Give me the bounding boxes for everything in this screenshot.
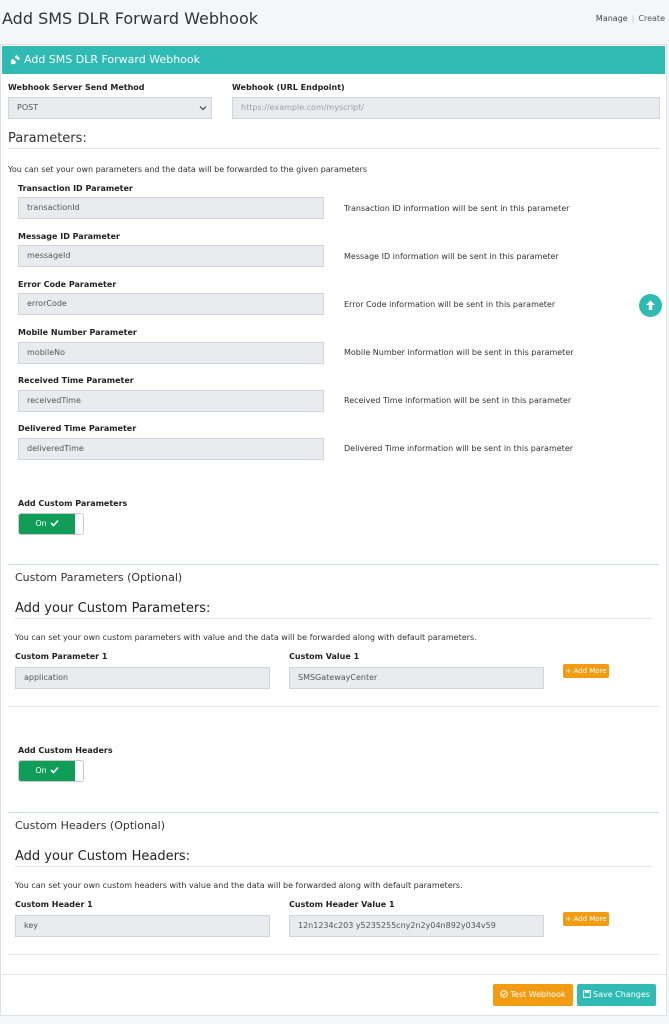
param-input-received-time[interactable]: receivedTime xyxy=(18,390,324,412)
endpoint-input[interactable]: https://example.com/myscript/ xyxy=(232,97,660,119)
param-help-mobile-number: Mobile Number information will be sent in this parameter xyxy=(344,348,574,357)
page-title: Add SMS DLR Forward Webhook xyxy=(2,9,258,28)
custom-header-value-input[interactable]: 12n1234c203 y5235255cny2n2y04n892y034v59 xyxy=(289,915,544,937)
breadcrumb-separator: | xyxy=(631,14,635,23)
custom-headers-heading: Add your Custom Headers: xyxy=(15,849,191,864)
toggle-on-state: On xyxy=(19,761,75,781)
divider xyxy=(8,564,659,565)
parameters-description: You can set your own parameters and the data will be forwarded to the given parameters xyxy=(8,165,368,174)
chevron-down-icon xyxy=(199,104,207,112)
method-value: POST xyxy=(17,103,39,112)
param-help-transaction-id: Transaction ID information will be sent in this parameter xyxy=(344,204,570,213)
divider xyxy=(2,974,666,975)
card-header xyxy=(2,46,665,74)
param-input-mobile-number[interactable]: mobileNo xyxy=(18,342,324,364)
breadcrumb-create: Create xyxy=(638,14,665,23)
param-help-delivered-time: Delivered Time information will be sent in this parameter xyxy=(344,444,574,453)
param-help-message-id: Message ID information will be sent in this parameter xyxy=(344,252,559,261)
param-input-error-code[interactable]: errorCode xyxy=(18,293,324,315)
arrow-up-icon xyxy=(639,294,662,317)
custom-value-label: Custom Value 1 xyxy=(289,652,360,661)
param-help-received-time: Received Time information will be sent in this parameter xyxy=(344,396,572,405)
save-icon xyxy=(583,990,591,998)
custom-params-section-title: Custom Parameters (Optional) xyxy=(15,571,183,584)
param-input-message-id[interactable]: messageId xyxy=(18,245,324,267)
divider xyxy=(8,954,659,955)
check-icon xyxy=(50,766,59,774)
endpoint-label: Webhook (URL Endpoint) xyxy=(232,83,345,92)
toggle-on-state: On xyxy=(19,514,75,534)
method-label: Webhook Server Send Method xyxy=(8,83,145,92)
custom-headers-description: You can set your own custom headers with value and the data will be forwarded along with default parameters. xyxy=(15,881,463,890)
custom-param-label: Custom Parameter 1 xyxy=(15,652,108,661)
param-label-error-code: Error Code Parameter xyxy=(18,280,117,289)
custom-headers-section-title: Custom Headers (Optional) xyxy=(15,819,166,832)
plus-icon: + xyxy=(565,915,572,923)
custom-value-input[interactable]: SMSGatewayCenter xyxy=(289,667,544,689)
param-help-error-code: Error Code information will be sent in this parameter xyxy=(344,300,556,309)
param-label-message-id: Message ID Parameter xyxy=(18,232,120,241)
divider xyxy=(15,866,653,867)
custom-params-toggle-label: Add Custom Parameters xyxy=(18,499,128,508)
scroll-to-top-button[interactable] xyxy=(639,294,662,317)
webhook-form-card xyxy=(0,44,667,1016)
add-more-headers-button[interactable]: + Add More xyxy=(563,912,609,926)
custom-param-input[interactable]: application xyxy=(15,667,270,689)
param-input-delivered-time[interactable]: deliveredTime xyxy=(18,438,324,460)
param-label-transaction-id: Transaction ID Parameter xyxy=(18,184,133,193)
custom-params-heading: Add your Custom Parameters: xyxy=(15,601,211,616)
parameters-heading: Parameters: xyxy=(8,131,87,146)
card-title: Add SMS DLR Forward Webhook xyxy=(24,53,200,66)
top-bar xyxy=(0,0,669,38)
divider xyxy=(8,706,659,707)
param-input-transaction-id[interactable]: transactionId xyxy=(18,197,324,219)
method-select[interactable] xyxy=(8,97,212,119)
plug-icon xyxy=(10,54,21,65)
custom-headers-toggle[interactable] xyxy=(18,760,84,782)
divider xyxy=(15,618,653,619)
plus-icon: + xyxy=(565,667,572,675)
add-more-params-button[interactable]: + Add More xyxy=(563,664,609,678)
custom-params-description: You can set your own custom parameters with value and the data will be forwarded along with default parameters. xyxy=(15,633,477,642)
param-label-delivered-time: Delivered Time Parameter xyxy=(18,424,137,433)
divider xyxy=(8,812,659,813)
param-label-mobile-number: Mobile Number Parameter xyxy=(18,328,137,337)
check-icon xyxy=(50,519,59,527)
custom-header-label: Custom Header 1 xyxy=(15,900,93,909)
test-webhook-button[interactable]: Test Webhook xyxy=(493,984,573,1006)
breadcrumb xyxy=(596,14,665,23)
custom-header-value-label: Custom Header Value 1 xyxy=(289,900,395,909)
custom-params-toggle[interactable] xyxy=(18,513,84,535)
custom-header-input[interactable]: key xyxy=(15,915,270,937)
param-label-received-time: Received Time Parameter xyxy=(18,376,134,385)
save-changes-button[interactable]: Save Changes xyxy=(577,984,656,1006)
check-circle-icon xyxy=(500,990,508,998)
custom-headers-toggle-label: Add Custom Headers xyxy=(18,746,113,755)
breadcrumb-manage[interactable]: Manage xyxy=(595,14,628,23)
divider xyxy=(8,148,660,149)
